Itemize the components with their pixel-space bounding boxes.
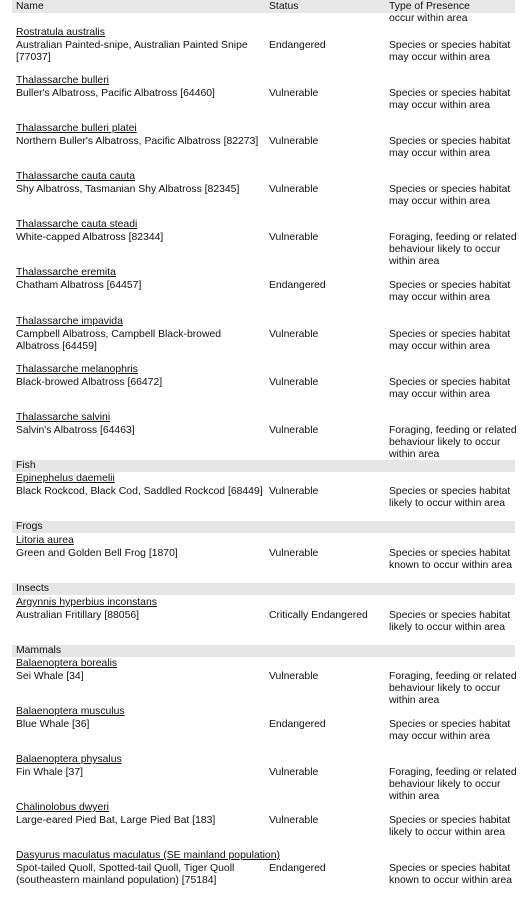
presence-type: Species or species habitat may occur within area xyxy=(389,719,511,742)
species-link[interactable]: Argynnis hyperbius inconstans xyxy=(16,597,157,608)
group-header-insects: Insects xyxy=(12,583,515,595)
status-text: Endangered xyxy=(269,40,326,51)
status-text: Vulnerable xyxy=(269,548,319,559)
common-name: Black Rockcod, Black Cod, Saddled Rockcod [68449] xyxy=(16,486,263,497)
presence-type: Species or species habitat likely to occur within area xyxy=(389,815,511,838)
species-link[interactable]: Thalassarche cauta steadi xyxy=(16,219,138,230)
common-name: Salvin's Albatross [64463] xyxy=(16,425,135,436)
species-link[interactable]: Litoria aurea xyxy=(16,535,74,546)
species-link[interactable]: Thalassarche melanophris xyxy=(16,364,138,375)
status-text: Endangered xyxy=(269,719,326,730)
status-text: Endangered xyxy=(269,863,326,874)
presence-type: Species or species habitat may occur within area xyxy=(389,377,511,400)
presence-type: Species or species habitat likely to occur within area xyxy=(389,610,511,633)
species-link[interactable]: Balaenoptera musculus xyxy=(16,706,125,717)
presence-type: Foraging, feeding or related behaviour likely to occur within area xyxy=(389,671,517,706)
status-text: Vulnerable xyxy=(269,767,319,778)
common-name: Buller's Albatross, Pacific Albatross [64460] xyxy=(16,88,215,99)
status-text: Vulnerable xyxy=(269,184,319,195)
common-name: White-capped Albatross [82344] xyxy=(16,232,164,243)
species-link[interactable]: Rostratula australis xyxy=(16,27,105,38)
status-text: Vulnerable xyxy=(269,425,319,436)
group-header-mammals: Mammals xyxy=(12,645,515,657)
overflow-text: occur within area xyxy=(389,13,468,24)
common-name: Blue Whale [36] xyxy=(16,719,90,730)
group-header-frogs: Frogs xyxy=(12,521,515,533)
common-name: Fin Whale [37] xyxy=(16,767,83,778)
species-link[interactable]: Thalassarche salvini xyxy=(16,412,111,423)
table-header xyxy=(12,0,515,13)
presence-type: Foraging, feeding or related behaviour likely to occur within area xyxy=(389,767,517,802)
common-name: Northern Buller's Albatross, Pacific Albatross [82273] xyxy=(16,136,259,147)
species-link[interactable]: Thalassarche bulleri platei xyxy=(16,123,137,134)
presence-type: Foraging, feeding or related behaviour likely to occur within area xyxy=(389,232,517,267)
presence-type: Species or species habitat may occur within area xyxy=(389,329,511,352)
status-text: Vulnerable xyxy=(269,232,319,243)
status-text: Critically Endangered xyxy=(269,610,368,621)
presence-type: Species or species habitat may occur within area xyxy=(389,184,511,207)
common-name: Australian Fritillary [88056] xyxy=(16,610,140,621)
species-link[interactable]: Thalassarche bulleri xyxy=(16,75,109,86)
presence-type: Species or species habitat likely to occur within area xyxy=(389,486,511,509)
common-name: Shy Albatross, Tasmanian Shy Albatross [82345] xyxy=(16,184,240,195)
species-link[interactable]: Thalassarche impavida xyxy=(16,316,123,327)
status-text: Vulnerable xyxy=(269,136,319,147)
species-link[interactable]: Thalassarche eremita xyxy=(16,267,116,278)
presence-type: Species or species habitat may occur within area xyxy=(389,136,511,159)
species-link[interactable]: Epinephelus daemelii xyxy=(16,473,115,484)
presence-type: Species or species habitat may occur within area xyxy=(389,40,511,63)
species-link[interactable]: Balaenoptera borealis xyxy=(16,658,118,669)
presence-type: Species or species habitat known to occur within area xyxy=(389,548,513,571)
status-text: Vulnerable xyxy=(269,671,319,682)
status-text: Endangered xyxy=(269,280,326,291)
common-name: Black-browed Albatross [66472] xyxy=(16,377,163,388)
status-text: Vulnerable xyxy=(269,88,319,99)
species-link[interactable]: Dasyurus maculatus maculatus (SE mainland population) xyxy=(16,850,280,861)
common-name: Green and Golden Bell Frog [1870] xyxy=(16,548,178,559)
common-name: Campbell Albatross, Campbell Black-browed Albatross [64459] xyxy=(16,329,222,352)
common-name: Large-eared Pied Bat, Large Pied Bat [183] xyxy=(16,815,216,826)
species-link[interactable]: Chalinolobus dwyeri xyxy=(16,802,109,813)
group-header-fish: Fish xyxy=(12,460,515,472)
presence-type: Foraging, feeding or related behaviour likely to occur within area xyxy=(389,425,517,460)
common-name: Spot-tailed Quoll, Spotted-tail Quoll, Tiger Quoll (southeastern mainland population) [75184] xyxy=(16,863,235,886)
presence-type: Species or species habitat may occur within area xyxy=(389,88,511,111)
common-name: Sei Whale [34] xyxy=(16,671,84,682)
presence-type: Species or species habitat known to occur within area xyxy=(389,863,513,886)
common-name: Australian Painted-snipe, Australian Painted Snipe [77037] xyxy=(16,40,248,63)
status-text: Vulnerable xyxy=(269,329,319,340)
status-text: Vulnerable xyxy=(269,486,319,497)
species-link[interactable]: Balaenoptera physalus xyxy=(16,754,122,765)
column-header-type: Type of Presence xyxy=(389,1,470,12)
column-header-name: Name xyxy=(16,1,44,12)
column-header-status: Status xyxy=(269,1,299,12)
status-text: Vulnerable xyxy=(269,815,319,826)
species-link[interactable]: Thalassarche cauta cauta xyxy=(16,171,135,182)
common-name: Chatham Albatross [64457] xyxy=(16,280,142,291)
status-text: Vulnerable xyxy=(269,377,319,388)
presence-type: Species or species habitat may occur within area xyxy=(389,280,511,303)
